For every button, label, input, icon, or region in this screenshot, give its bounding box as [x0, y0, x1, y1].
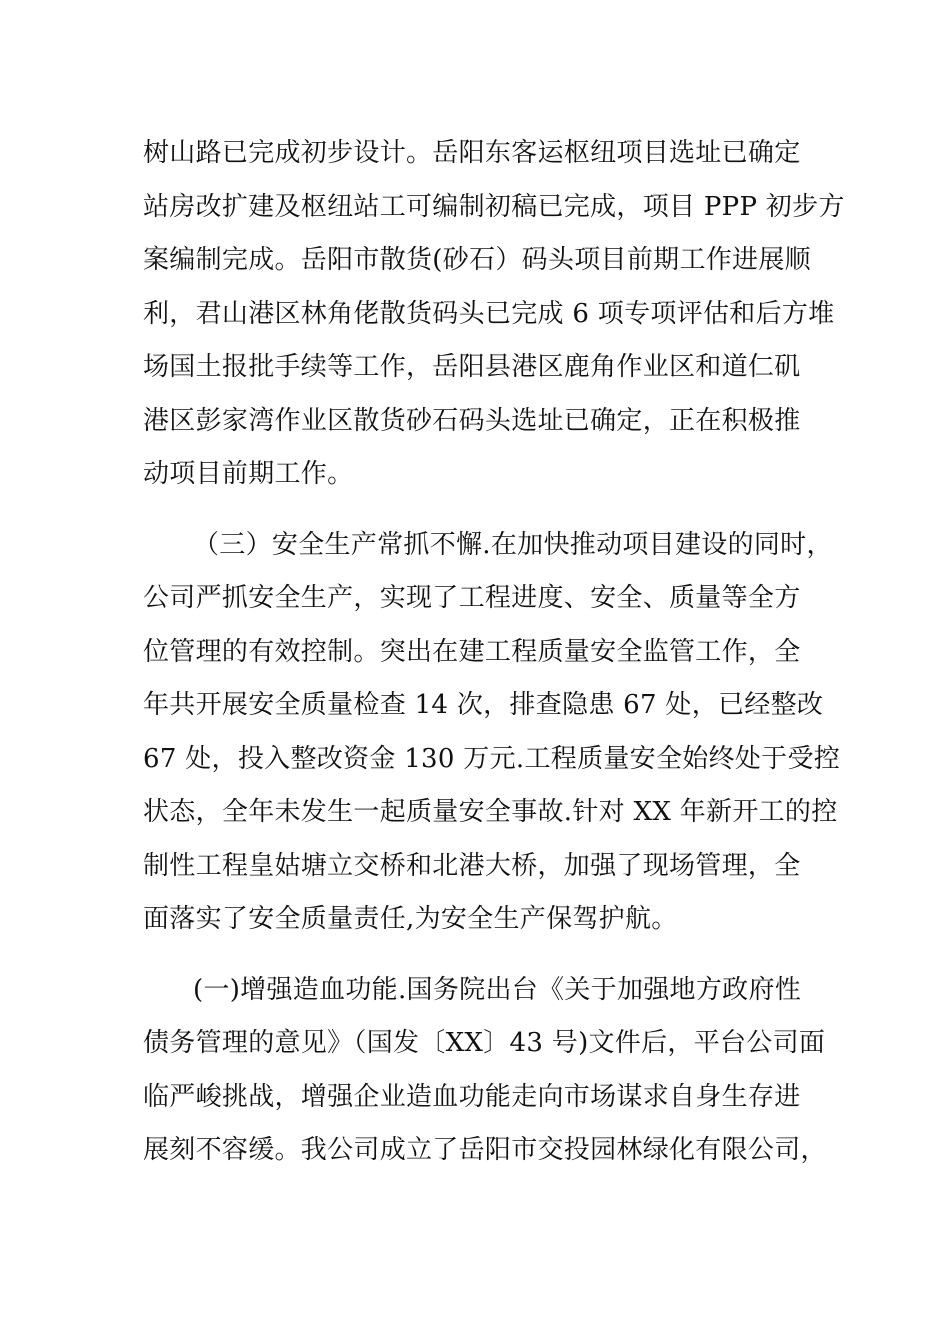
text-line: 树山路已完成初步设计。岳阳东客运枢纽项目选址已确定: [143, 138, 801, 168]
document-body: [143, 127, 845, 1178]
paragraph-spacer: [143, 947, 813, 964]
text-line: 动项目前期工作。: [143, 459, 354, 489]
text-line: 面落实了安全质量责任,为安全生产保驾护航。: [143, 904, 678, 934]
paragraph-3: [143, 964, 827, 1178]
text-line: 位管理的有效控制。突出在建工程质量安全监管工作，全: [143, 636, 801, 667]
text-line: 场国土报批手续等工作，岳阳县港区鹿角作业区和道仁矶: [143, 352, 801, 382]
text-line: 临严峻挑战，增强企业造血功能走向市场谋求自身生存进: [143, 1081, 801, 1112]
text-line: 67 处，投入整改资金 130 万元.工程质量安全始终处于受控: [143, 743, 841, 774]
paragraph-spacer: [143, 502, 813, 519]
paragraph-1: [143, 127, 845, 502]
paragraph-2: [143, 519, 841, 947]
text-line: 债务管理的意见》（国发〔XX〕43 号)文件后，平台公司面: [143, 1028, 826, 1058]
text-line: 展刻不容缓。我公司成立了岳阳市交投园林绿化有限公司，: [143, 1135, 827, 1165]
text-line: 站房改扩建及枢纽站工可编制初稿已完成，项目 PPP 初步方: [143, 191, 845, 222]
text-line: 案编制完成。岳阳市散货(砂石）码头项目前期工作进展顺: [143, 245, 811, 275]
text-line: (一)增强造血功能.国务院出台《关于加强地方政府性: [193, 974, 802, 1005]
text-line: 制性工程皇姑塘立交桥和北港大桥，加强了现场管理，全: [143, 850, 801, 881]
text-line: 公司严抓安全生产，实现了工程进度、安全、质量等全方: [143, 583, 801, 613]
text-line: 状态，全年未发生一起质量安全事故.针对 XX 年新开工的控: [143, 797, 838, 827]
text-line: 利，君山港区林角佬散货码头已完成 6 项专项评估和后方堆: [143, 298, 835, 329]
text-line: 年共开展安全质量检查 14 次，排查隐患 67 处，已经整改: [143, 690, 824, 720]
text-line: （三）安全生产常抓不懈.在加快推动项目建设的同时，: [193, 529, 833, 560]
text-line: 港区彭家湾作业区散货砂石码头选址已确定，正在积极推: [143, 405, 801, 436]
